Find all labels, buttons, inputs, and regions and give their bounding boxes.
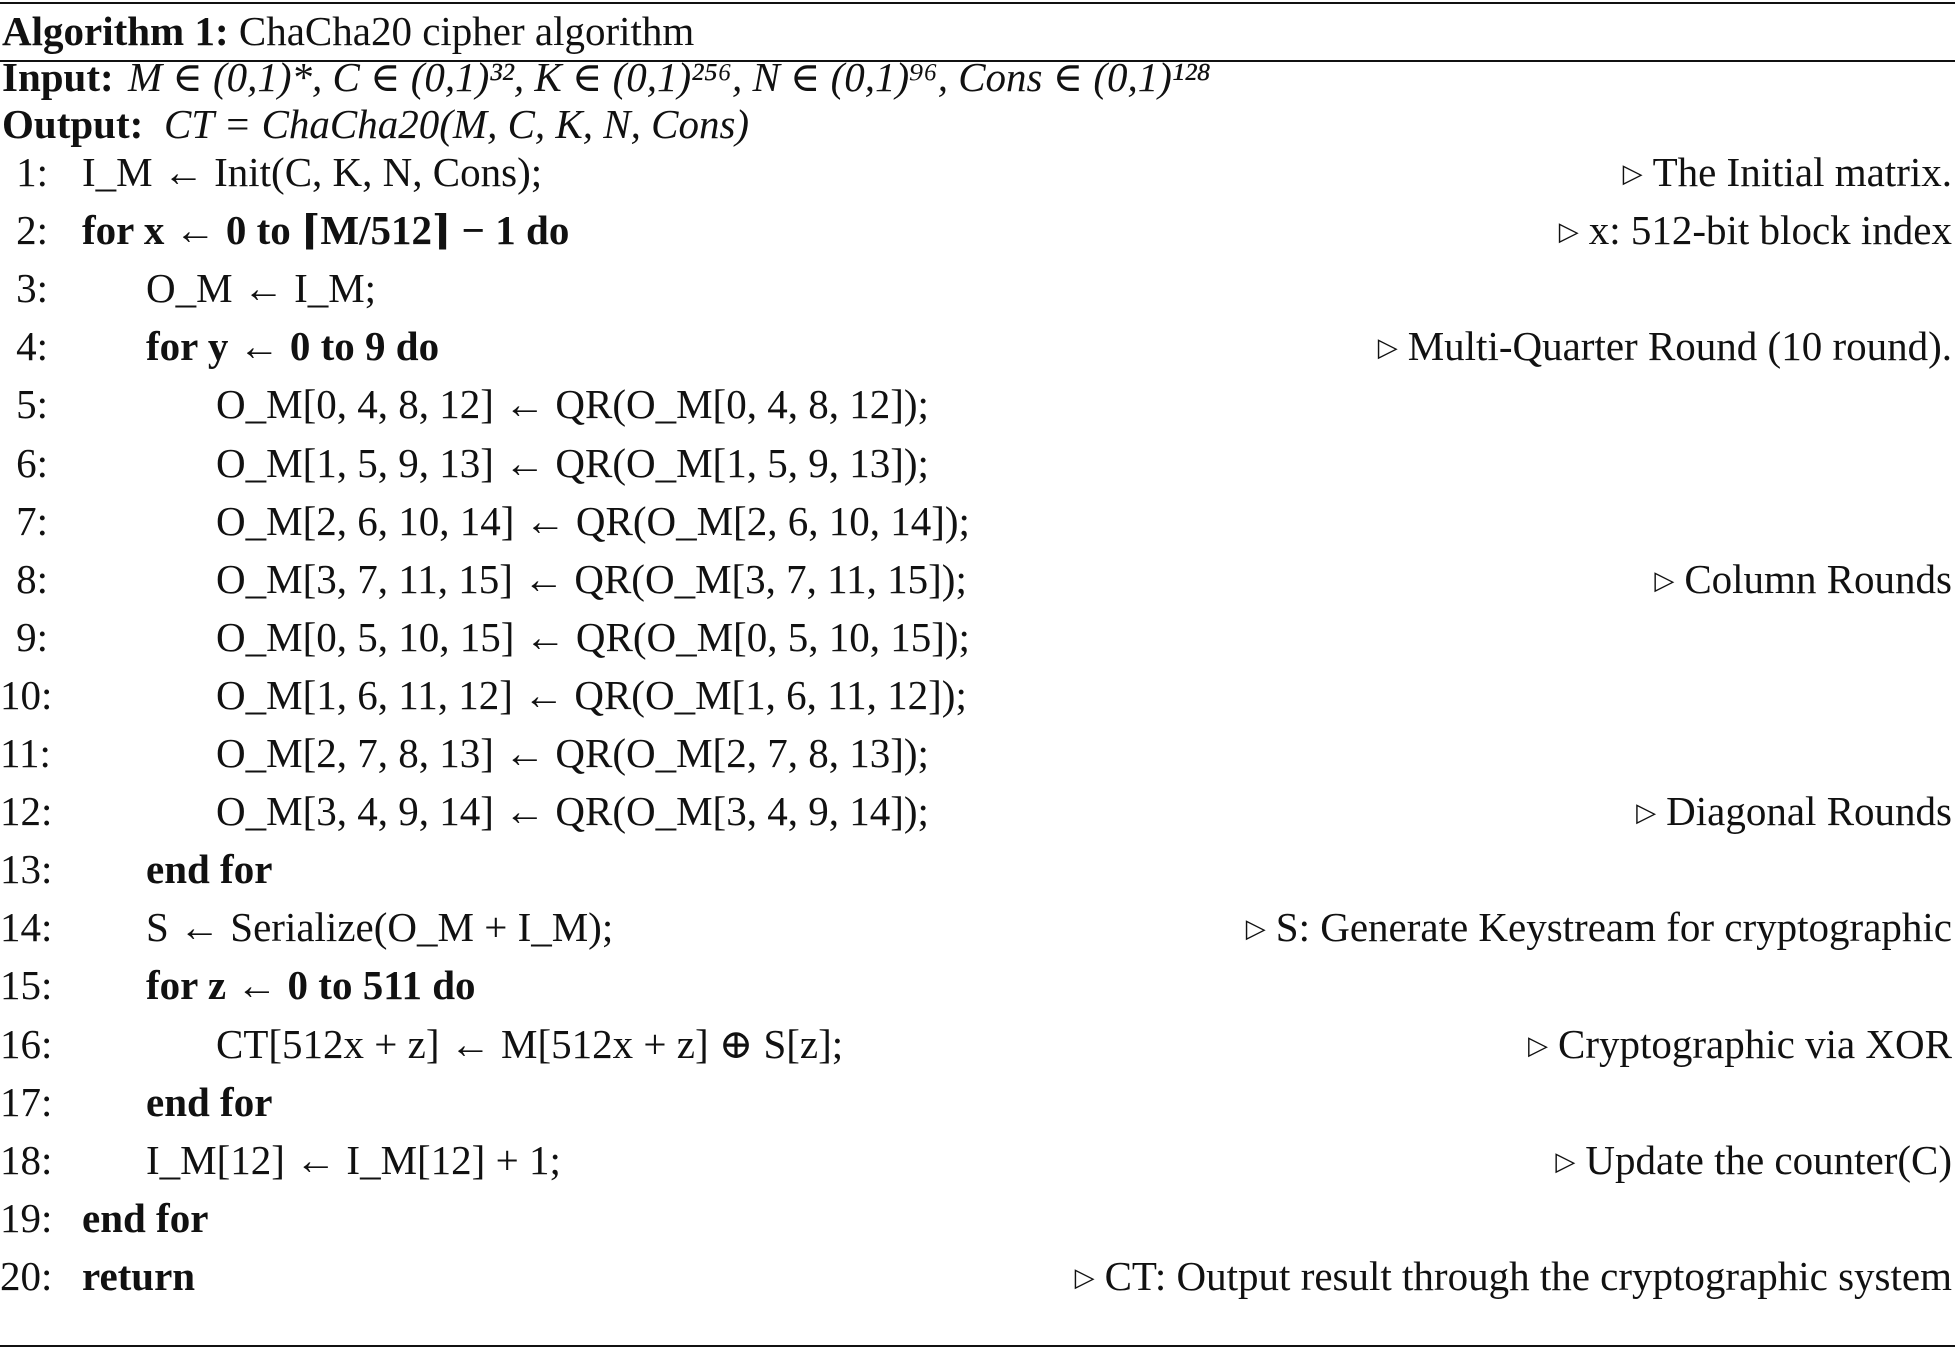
comment-text: Multi-Quarter Round (10 round). [1407, 323, 1952, 369]
input-key: Input: [2, 54, 114, 100]
comment-text: Diagonal Rounds [1666, 788, 1952, 834]
line-number: 5: [16, 381, 48, 427]
line-number: 6: [16, 440, 48, 486]
comment-text: The Initial matrix. [1652, 149, 1952, 195]
algorithm-line [0, 434, 1955, 492]
line-code: for x ← 0 to ⌈M/512⌉ − 1 do [82, 207, 570, 253]
algorithm-line [0, 375, 1955, 433]
line-code: O_M[0, 5, 10, 15] ← QR(O_M[0, 5, 10, 15]); [216, 614, 970, 660]
line-comment [1559, 201, 1952, 261]
algorithm-line [0, 550, 1955, 608]
algorithm-line [0, 143, 1955, 201]
line-number: 14: [0, 904, 53, 950]
line-code: CT[512x + z] ← M[512x + z] ⊕ S[z]; [216, 1021, 844, 1067]
comment-triangle-icon: ▷ [1555, 1147, 1576, 1176]
comment-text: Update the counter(C) [1585, 1137, 1952, 1183]
line-code: O_M[3, 7, 11, 15] ← QR(O_M[3, 7, 11, 15]); [216, 556, 967, 602]
line-code: O_M ← I_M; [146, 265, 377, 311]
output-key: Output: [2, 101, 144, 147]
algorithm-line [0, 1247, 1955, 1305]
line-comment [1623, 143, 1952, 203]
line-number: 20: [0, 1253, 53, 1299]
algorithm-line [0, 1015, 1955, 1073]
comment-text: Column Rounds [1684, 556, 1952, 602]
bottom-rule [0, 1345, 1955, 1347]
line-comment [1654, 550, 1952, 610]
algorithm-line [0, 956, 1955, 1014]
algorithm-line [0, 492, 1955, 550]
comment-triangle-icon: ▷ [1622, 159, 1643, 188]
line-code: end for [82, 1195, 209, 1241]
line-number: 7: [16, 498, 48, 544]
comment-triangle-icon: ▷ [1654, 566, 1675, 595]
algorithm-line [0, 201, 1955, 259]
line-number: 1: [16, 149, 48, 195]
line-code: O_M[3, 4, 9, 14] ← QR(O_M[3, 4, 9, 14]); [216, 788, 929, 834]
line-code: O_M[2, 6, 10, 14] ← QR(O_M[2, 6, 10, 14]); [216, 498, 970, 544]
line-number: 18: [0, 1137, 53, 1183]
algorithm-line [0, 1189, 1955, 1247]
algorithm-line [0, 259, 1955, 317]
line-code: return [82, 1253, 196, 1299]
line-code: for y ← 0 to 9 do [146, 323, 440, 369]
line-number: 2: [16, 207, 48, 253]
line-comment [1075, 1247, 1952, 1307]
algorithm-line [0, 840, 1955, 898]
line-number: 12: [0, 788, 53, 834]
line-code: O_M[1, 5, 9, 13] ← QR(O_M[1, 5, 9, 13]); [216, 440, 929, 486]
line-code: end for [146, 1079, 273, 1125]
caption-label: Algorithm 1: [2, 8, 229, 54]
line-number: 3: [16, 265, 48, 311]
line-number: 10: [0, 672, 53, 718]
algorithm-line [0, 1131, 1955, 1189]
comment-text: CT: Output result through the cryptographic system [1104, 1253, 1952, 1299]
algorithm-line [0, 666, 1955, 724]
comment-text: Cryptographic via XOR [1558, 1021, 1952, 1067]
algorithm-line [0, 898, 1955, 956]
comment-triangle-icon: ▷ [1377, 333, 1398, 362]
line-number: 4: [16, 323, 48, 369]
comment-text: S: Generate Keystream for cryptographic [1275, 904, 1952, 950]
input-value: M ∈ (0,1)*, C ∈ (0,1)³², K ∈ (0,1)²⁵⁶, N ∈ (0,1)⁹⁶, Cons ∈ (0,1)¹²⁸ [128, 54, 1211, 100]
line-number: 17: [0, 1079, 53, 1125]
algorithm-line [0, 782, 1955, 840]
comment-text: x: 512-bit block index [1588, 207, 1952, 253]
algorithm-line [0, 608, 1955, 666]
line-comment [1528, 1015, 1952, 1075]
line-comment [1555, 1131, 1952, 1191]
line-number: 15: [0, 962, 53, 1008]
line-comment [1636, 782, 1952, 842]
line-code: I_M ← Init(C, K, N, Cons); [82, 149, 543, 195]
algorithm-line [0, 317, 1955, 375]
output-value: CT = ChaCha20(M, C, K, N, Cons) [164, 101, 750, 147]
line-code: S ← Serialize(O_M + I_M); [146, 904, 614, 950]
algorithm-line [0, 724, 1955, 782]
line-code: I_M[12] ← I_M[12] + 1; [146, 1137, 561, 1183]
line-code: end for [146, 846, 273, 892]
line-code: for z ← 0 to 511 do [146, 962, 476, 1008]
line-code: O_M[1, 6, 11, 12] ← QR(O_M[1, 6, 11, 12]); [216, 672, 967, 718]
line-number: 9: [16, 614, 48, 660]
line-number: 16: [0, 1021, 53, 1067]
algorithm-line [0, 1073, 1955, 1131]
line-code: O_M[2, 7, 8, 13] ← QR(O_M[2, 7, 8, 13]); [216, 730, 929, 776]
line-number: 8: [16, 556, 48, 602]
line-number: 11: [0, 730, 51, 776]
caption-title: ChaCha20 cipher algorithm [238, 8, 695, 54]
comment-triangle-icon: ▷ [1245, 914, 1266, 943]
comment-triangle-icon: ▷ [1558, 217, 1579, 246]
line-code: O_M[0, 4, 8, 12] ← QR(O_M[0, 4, 8, 12]); [216, 381, 929, 427]
comment-triangle-icon: ▷ [1074, 1263, 1095, 1292]
comment-triangle-icon: ▷ [1636, 798, 1657, 827]
line-comment [1246, 898, 1952, 958]
line-number: 19: [0, 1195, 53, 1241]
line-comment [1378, 317, 1952, 377]
comment-triangle-icon: ▷ [1528, 1031, 1549, 1060]
line-number: 13: [0, 846, 53, 892]
